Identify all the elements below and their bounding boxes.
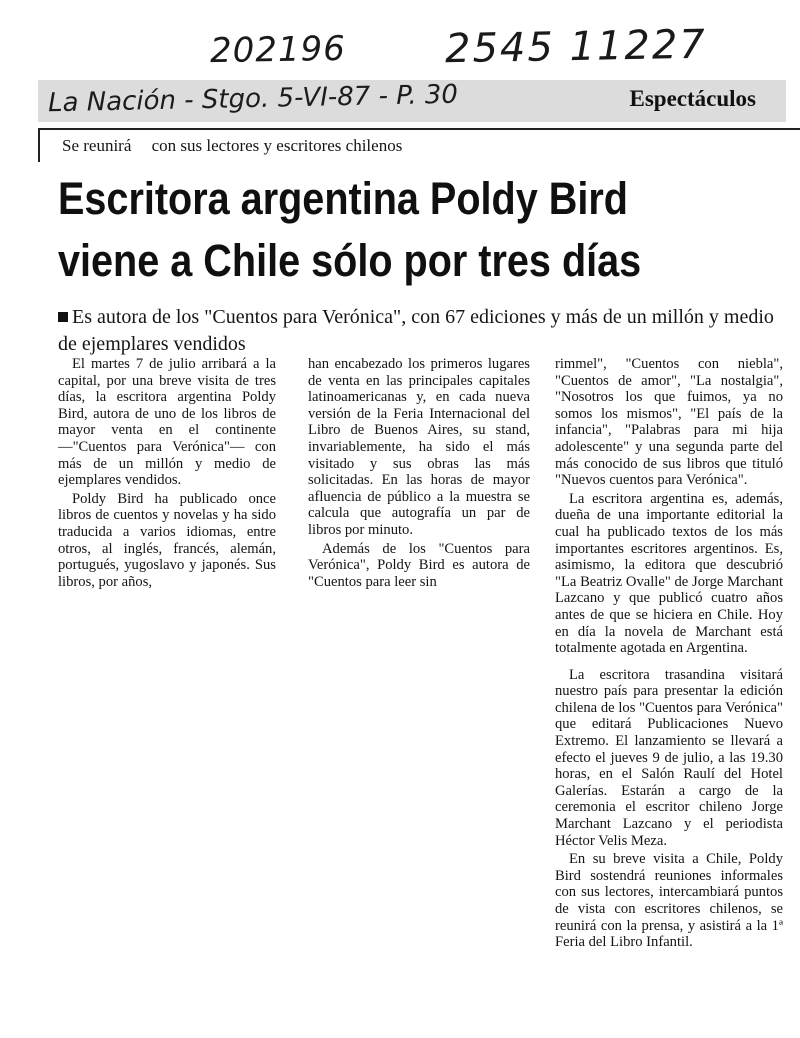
kicker bbox=[62, 136, 402, 156]
paragraph: rimmel", "Cuentos con niebla", "Cuentos de amor", "La nostalgia", "Nosotros los que fuimos, ya no somos los mismos", "El país de la infancia", "Palabras para mi hija adolescente" y una segunda parte del más conocido de sus libros que tituló "Nuevos cuentos para Verónica". bbox=[555, 356, 783, 489]
paragraph: En su breve visita a Chile, Poldy Bird sostendrá reuniones informales con sus lectores, intercambiará puntos de vista con escritores chilenos, se reunirá con la prensa, y asistirá a la 1ª Feria del Libro Infantil. bbox=[555, 851, 783, 951]
article-column-3 bbox=[555, 356, 783, 1032]
subheadline bbox=[58, 304, 793, 358]
bullet-square-icon bbox=[58, 312, 68, 322]
headline-line-2: viene a Chile sólo por tres días bbox=[58, 235, 642, 286]
handwritten-reference: 2545 11227 bbox=[444, 21, 708, 73]
article-column-2 bbox=[308, 356, 530, 596]
left-rule bbox=[38, 128, 40, 162]
section-title: Espectáculos bbox=[629, 86, 756, 111]
kicker-left: Se reunirá bbox=[62, 136, 132, 155]
handwritten-source-line: La Nación - Stgo. 5-VI-87 - P. 30 bbox=[47, 80, 459, 119]
headline bbox=[58, 168, 709, 292]
article-column-1 bbox=[58, 356, 276, 596]
masthead-band bbox=[38, 80, 786, 122]
top-rule bbox=[38, 128, 800, 130]
paragraph: La escritora argentina es, además, dueña de una importante editorial la cual ha publicado textos de los más importantes escritores argentinos. Es, asimismo, la editora que descubrió "La Beatriz Ovalle" de Jorge Marchant Lazcano y que publicó cuatro años antes de que se hiciera en Chile. Hoy en día la novela de Marchant está totalmente agotada en Argentina. bbox=[555, 490, 783, 657]
kicker-right: con sus lectores y escritores chilenos bbox=[151, 136, 403, 155]
headline-line-1: Escritora argentina Poldy Bird bbox=[58, 173, 628, 224]
blank-torn-area bbox=[0, 596, 548, 1038]
paragraph: Poldy Bird ha publicado once libros de cuentos y novelas y ha sido traducida a varios idiomas, entre otros, al inglés, francés, alemán, portugués, yugoslavo y japonés. Sus libros, por años, bbox=[58, 490, 276, 590]
subheadline-text: Es autora de los "Cuentos para Verónica", con 67 ediciones y más de un millón y medio de ejemplares vendidos bbox=[58, 306, 774, 355]
paragraph: Además de los "Cuentos para Verónica", Poldy Bird es autora de "Cuentos para leer sin bbox=[308, 540, 530, 590]
paragraph: La escritora trasandina visitará nuestro país para presentar la edición chilena de los "Cuentos para Verónica" que editará Publicaciones Nuevo Extremo. El lanzamiento se llevará a efecto el jueves 9 de julio, a las 19.30 horas, en el Salón Raulí del Hotel Galerías. Estarán a cargo de la ceremonia el escritor chileno Jorge Marchant Lazcano y el periodista Héctor Velis Meza. bbox=[555, 666, 783, 849]
paragraph: han encabezado los primeros lugares de venta en las principales capitales latinoamericanas y, en cada nueva versión de la Feria Internacional del Libro de Buenos Aires, su stand, invariablemente, ha sido el más visitado y sus obras las más solicitadas. En las horas de mayor afluencia de público a la muestra se calcula que autografía un par de libros por minuto. bbox=[308, 356, 530, 538]
handwritten-catalog-number: 202196 bbox=[209, 28, 347, 72]
paragraph: El martes 7 de julio arribará a la capital, por una breve visita de tres días, la escritora argentina Poldy Bird, autora de uno de los libros de mayor venta en el continente —"Cuentos para Verónica"— con más de un millón y medio de ejemplares vendidos. bbox=[58, 356, 276, 489]
